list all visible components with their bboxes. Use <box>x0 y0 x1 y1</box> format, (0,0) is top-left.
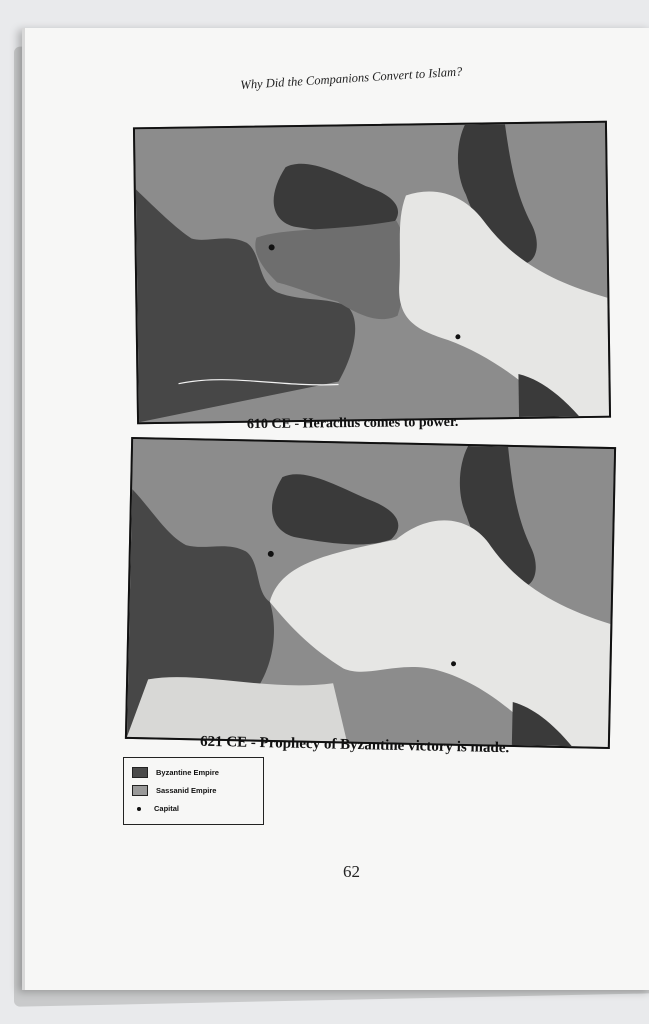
map-610-svg <box>135 123 609 423</box>
running-head: Why Did the Companions Convert to Islam? <box>240 64 463 92</box>
map-621-ce <box>125 437 616 749</box>
legend-label: Capital <box>154 804 180 813</box>
legend-item-sassanid <box>132 785 216 796</box>
map-621-svg <box>127 439 614 747</box>
legend-label: Sassanid Empire <box>156 786 217 795</box>
map-621-caption: 621 CE - Prophecy of Byzantine victory is made. <box>199 733 510 757</box>
legend-item-capital <box>132 804 179 813</box>
legend-item-byzantine <box>132 767 219 778</box>
map-610-caption: 610 CE - Heraclius comes to power. <box>246 414 459 433</box>
byzantine-swatch <box>132 767 148 778</box>
page-number: 62 <box>343 862 360 881</box>
capital-dot-icon <box>137 807 141 811</box>
map-legend <box>123 757 264 825</box>
sassanid-swatch <box>132 785 148 796</box>
map-610-ce <box>133 121 611 425</box>
legend-label: Byzantine Empire <box>156 768 219 777</box>
